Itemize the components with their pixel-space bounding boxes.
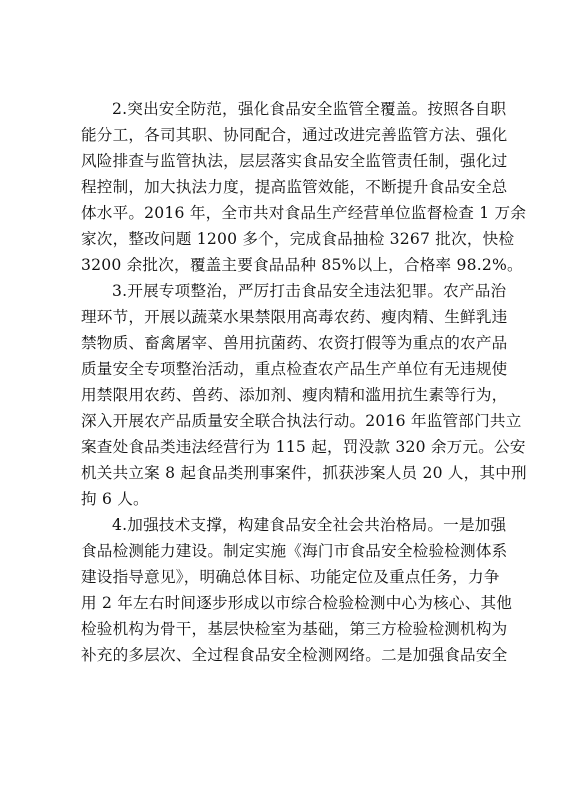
text-line: 能分工，各司其职、协同配合，通过改进完善监管方法、强化 [81,126,508,144]
text-line: 3200 余批次，覆盖主要食品品种 85%以上，合格率 98.2%。 [81,256,523,274]
text-line: 检验机构为骨干，基层快检室为基础，第三方检验检测机构为 [81,620,508,638]
text-line: 用 2 年左右时间逐步形成以市综合检验检测中心为核心、其他 [81,594,513,612]
body-text [81,96,527,668]
text-line: 深入开展农产品质量安全联合执法行动。2016 年监管部门共立 [81,412,522,430]
paragraph-special-rectification [81,278,527,512]
text-line: 用禁限用农药、兽药、添加剂、瘦肉精和滥用抗生素等行为， [81,386,508,404]
text-line: 机关共立案 8 起食品类刑事案件，抓获涉案人员 20 人，其中刑 [81,464,527,482]
text-line: 案查处食品类违法经营行为 115 起，罚没款 320 余万元。公安 [81,438,526,456]
text-line: 风险排查与监管执法，层层落实食品安全监管责任制，强化过 [81,152,508,170]
text-line: 食品检测能力建设。制定实施《海门市食品安全检验检测体系 [81,542,508,560]
text-line: 质量安全专项整治活动，重点检查农产品生产单位有无违规使 [81,360,508,378]
text-line: 体水平。2016 年，全市共对食品生产经营单位监督检查 1 万余 [81,204,527,222]
text-line: 家次，整改问题 1200 多个，完成食品抽检 3267 批次，快检 [81,230,515,248]
text-line: 拘 6 人。 [81,490,149,508]
text-line: 2.突出安全防范，强化食品安全监管全覆盖。按照各自职 [112,100,507,118]
text-line: 建设指导意见》，明确总体目标、功能定位及重点任务，力争 [81,568,500,586]
text-line: 程控制，加大执法力度，提高监管效能，不断提升食品安全总 [81,178,508,196]
text-line: 3.开展专项整治，严厉打击食品安全违法犯罪。农产品治 [112,282,507,300]
text-line: 理环节，开展以蔬菜水果禁限用高毒农药、瘦肉精、生鲜乳违 [81,308,508,326]
paragraph-food-safety-supervision [81,96,527,278]
text-line: 禁物质、畜禽屠宰、兽用抗菌药、农资打假等为重点的农产品 [81,334,508,352]
paragraph-technical-support [81,512,513,668]
text-line: 补充的多层次、全过程食品安全检测网络。二是加强食品安全 [81,646,508,664]
text-line: 4.加强技术支撑，构建食品安全社会共治格局。一是加强 [112,516,507,534]
